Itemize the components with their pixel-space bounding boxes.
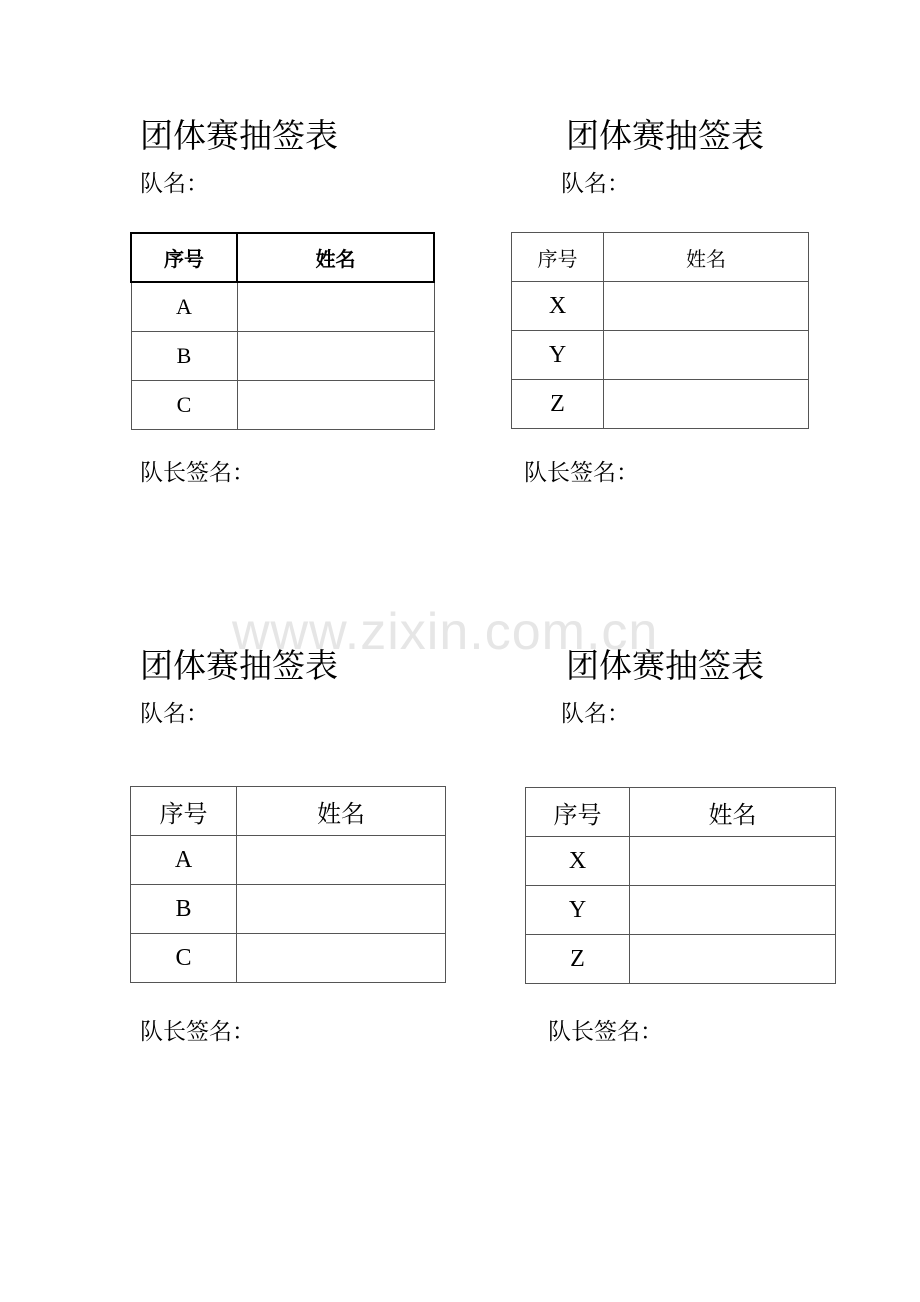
row-code: B <box>131 331 237 380</box>
row-name-cell[interactable] <box>237 836 446 885</box>
table-row <box>131 380 434 429</box>
team-name-label: 队名： <box>561 171 630 197</box>
row-name-cell[interactable] <box>237 380 434 429</box>
header-seq: 序号 <box>131 787 237 836</box>
draw-table <box>130 232 435 430</box>
table-row <box>131 934 446 983</box>
sheet-title: 团体赛抽签表 <box>140 116 338 155</box>
row-name-cell[interactable] <box>237 885 446 934</box>
sheet-title: 团体赛抽签表 <box>566 646 764 685</box>
row-code: Z <box>512 380 604 429</box>
table-header-row <box>131 233 434 282</box>
table-row <box>512 380 809 429</box>
header-name: 姓名 <box>630 788 836 837</box>
row-code: X <box>526 837 630 886</box>
table-header-row <box>512 233 809 282</box>
captain-signature-label: 队长签名： <box>548 1019 663 1045</box>
header-name: 姓名 <box>237 787 446 836</box>
table-header-row <box>131 787 446 836</box>
row-code: B <box>131 885 237 934</box>
team-name-label: 队名： <box>561 701 630 727</box>
sheet-title: 团体赛抽签表 <box>140 646 338 685</box>
captain-signature-label: 队长签名： <box>140 1019 255 1045</box>
header-name: 姓名 <box>604 233 809 282</box>
row-code: C <box>131 380 237 429</box>
table-row <box>131 836 446 885</box>
row-name-cell[interactable] <box>604 380 809 429</box>
row-code: Y <box>512 331 604 380</box>
captain-signature-label: 队长签名： <box>524 460 639 486</box>
row-name-cell[interactable] <box>630 935 836 984</box>
sheet-title: 团体赛抽签表 <box>566 116 764 155</box>
row-code: X <box>512 282 604 331</box>
row-name-cell[interactable] <box>237 331 434 380</box>
row-name-cell[interactable] <box>604 282 809 331</box>
header-seq: 序号 <box>131 233 237 282</box>
table-row <box>131 331 434 380</box>
draw-table <box>511 232 809 429</box>
table-row <box>512 331 809 380</box>
captain-signature-label: 队长签名： <box>140 460 255 486</box>
table-header-row <box>526 788 836 837</box>
table-row <box>526 837 836 886</box>
table-row <box>131 885 446 934</box>
table-row <box>131 282 434 331</box>
table-row <box>526 935 836 984</box>
team-name-label: 队名： <box>140 171 209 197</box>
draw-table <box>130 786 446 983</box>
header-name: 姓名 <box>237 233 434 282</box>
row-name-cell[interactable] <box>237 282 434 331</box>
row-code: A <box>131 282 237 331</box>
table-row <box>512 282 809 331</box>
row-name-cell[interactable] <box>604 331 809 380</box>
watermark-text: www.zixin.com.cn <box>232 603 659 661</box>
table-row <box>526 886 836 935</box>
row-name-cell[interactable] <box>237 934 446 983</box>
row-code: C <box>131 934 237 983</box>
header-seq: 序号 <box>526 788 630 837</box>
draw-table <box>525 787 836 984</box>
header-seq: 序号 <box>512 233 604 282</box>
row-name-cell[interactable] <box>630 837 836 886</box>
row-name-cell[interactable] <box>630 886 836 935</box>
team-name-label: 队名： <box>140 701 209 727</box>
row-code: A <box>131 836 237 885</box>
row-code: Y <box>526 886 630 935</box>
row-code: Z <box>526 935 630 984</box>
